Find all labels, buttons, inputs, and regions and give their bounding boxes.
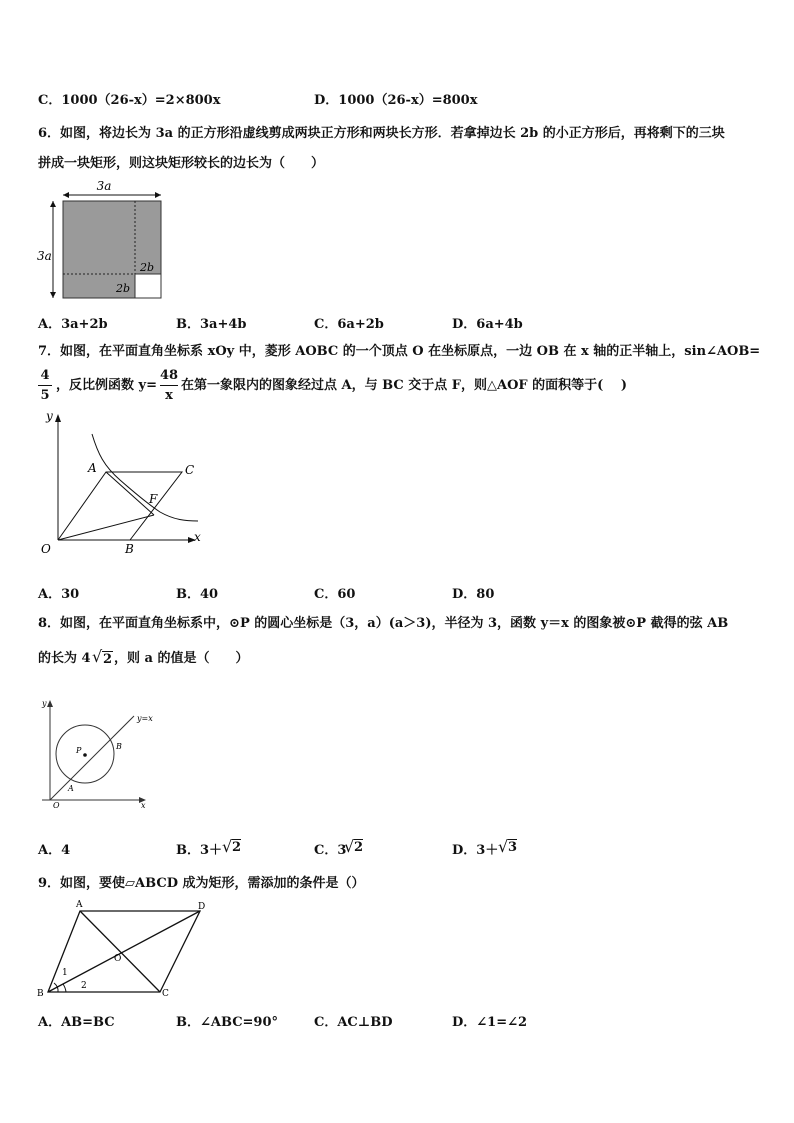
- q8-option-b-radicand: 2: [232, 840, 242, 855]
- q6-figure-square: [36, 178, 176, 303]
- q6-label-inner: 2b: [140, 261, 155, 274]
- q8-label-x: x: [141, 801, 146, 810]
- q9-option-b: B．∠ABC=90°: [176, 1015, 279, 1030]
- q6-label-bottom: 2b: [116, 282, 131, 295]
- q7-frac2-bar: [160, 385, 178, 386]
- q8-figure-circle: [36, 694, 166, 814]
- q6-text-line2: 拼成一块矩形，则这块矩形较长的边长为（ ）: [38, 156, 325, 171]
- q9-label-angle1: 1: [62, 968, 68, 978]
- q7-text-line2a: ，反比例函数 y=: [56, 378, 157, 393]
- q7-option-a: A．30: [38, 587, 80, 602]
- q7-frac2-denominator: x: [165, 388, 173, 403]
- q8-option-c-sqrt-sign: √: [344, 837, 355, 856]
- q7-figure-rhombus: [36, 408, 206, 560]
- q9-figure-parallelogram: [36, 898, 216, 1002]
- q8-option-b-prefix: B．3＋: [176, 843, 223, 858]
- q8-label-y: y: [42, 699, 47, 708]
- q8-option-d-prefix: D．3＋: [452, 843, 499, 858]
- q6-label-top: 3a: [96, 179, 112, 193]
- q8-option-a: A．4: [38, 843, 71, 858]
- q7-label-c: C: [185, 463, 195, 477]
- q6-label-left: 3a: [37, 249, 52, 263]
- q8-label-a: A: [68, 784, 74, 793]
- q8-text-line1: 8．如图，在平面直角坐标系中，⊙P 的圆心坐标是（3，a）(a＞3)，半径为 3，函数 y＝x 的图象被⊙P 截得的弦 AB: [38, 616, 729, 631]
- q9-label-o: O: [114, 954, 122, 964]
- q7-label-o: O: [41, 542, 51, 556]
- q7-option-d: D．80: [452, 587, 495, 602]
- q6-option-d: D．6a+4b: [452, 317, 523, 332]
- q6-text-line1: 6．如图，将边长为 3a 的正方形沿虚线剪成两块正方形和两块长方形．若拿掉边长 2b 的小正方形后，再将剩下的三块: [38, 126, 725, 141]
- q6-option-a: A．3a+2b: [38, 317, 108, 332]
- q7-frac1-denominator: 5: [40, 388, 50, 403]
- q9-option-a: A．AB=BC: [38, 1015, 115, 1030]
- q6-option-b: B．3a+4b: [176, 317, 247, 332]
- q7-label-a: A: [88, 461, 97, 475]
- q9-label-a: A: [76, 900, 83, 910]
- q8-option-b-sqrt-sign: √: [222, 837, 233, 856]
- q7-text-line2b: 在第一象限内的图象经过点 A，与 BC 交于点 F，则△AOF 的面积等于( ): [181, 378, 627, 393]
- q7-option-b: B．40: [176, 587, 219, 602]
- q5-option-d: D．1000（26-x）=800x: [314, 93, 478, 108]
- q8-sqrt-radicand: 2: [103, 652, 113, 667]
- q7-label-x: x: [194, 530, 201, 544]
- q7-label-b: B: [125, 542, 134, 556]
- q5-option-c: C．1000（26-x）=2×800x: [38, 93, 221, 108]
- q7-option-c: C．60: [314, 587, 356, 602]
- q8-label-p: P: [76, 746, 82, 755]
- q8-option-c-radicand: 2: [354, 840, 364, 855]
- q8-text-line2a: 的长为 4: [38, 651, 91, 666]
- q9-label-d: D: [198, 902, 206, 912]
- q9-option-d: D．∠1=∠2: [452, 1015, 528, 1030]
- q9-label-c: C: [162, 989, 169, 999]
- q6-option-c: C．6a+2b: [314, 317, 384, 332]
- q8-text-line2b: ，则 a 的值是（ ）: [114, 651, 249, 666]
- q9-option-c: C．AC⊥BD: [314, 1015, 393, 1030]
- q8-label-line: y=x: [137, 714, 153, 723]
- q8-option-d-sqrt-sign: √: [498, 837, 509, 856]
- q7-text-line1: 7．如图，在平面直角坐标系 xOy 中，菱形 AOBC 的一个顶点 O 在坐标原点，一边 OB 在 x 轴的正半轴上，sin∠AOB=: [38, 344, 761, 359]
- q7-label-f: F: [149, 492, 158, 506]
- q9-label-angle2: 2: [81, 981, 87, 991]
- q7-frac2-numerator: 48: [160, 368, 179, 383]
- q9-text-line1: 9．如图，要使▱ABCD 成为矩形，需添加的条件是（）: [38, 876, 365, 891]
- q7-frac1-numerator: 4: [40, 368, 50, 383]
- q8-option-c-prefix: C．3: [314, 843, 347, 858]
- q8-label-b: B: [116, 742, 122, 751]
- q8-option-d-radicand: 3: [508, 840, 518, 855]
- q8-sqrt-sign: √: [92, 647, 103, 666]
- q8-label-o: O: [53, 801, 60, 810]
- q7-frac1-bar: [38, 385, 52, 386]
- q9-label-b: B: [37, 989, 44, 999]
- q7-label-y: y: [46, 409, 53, 423]
